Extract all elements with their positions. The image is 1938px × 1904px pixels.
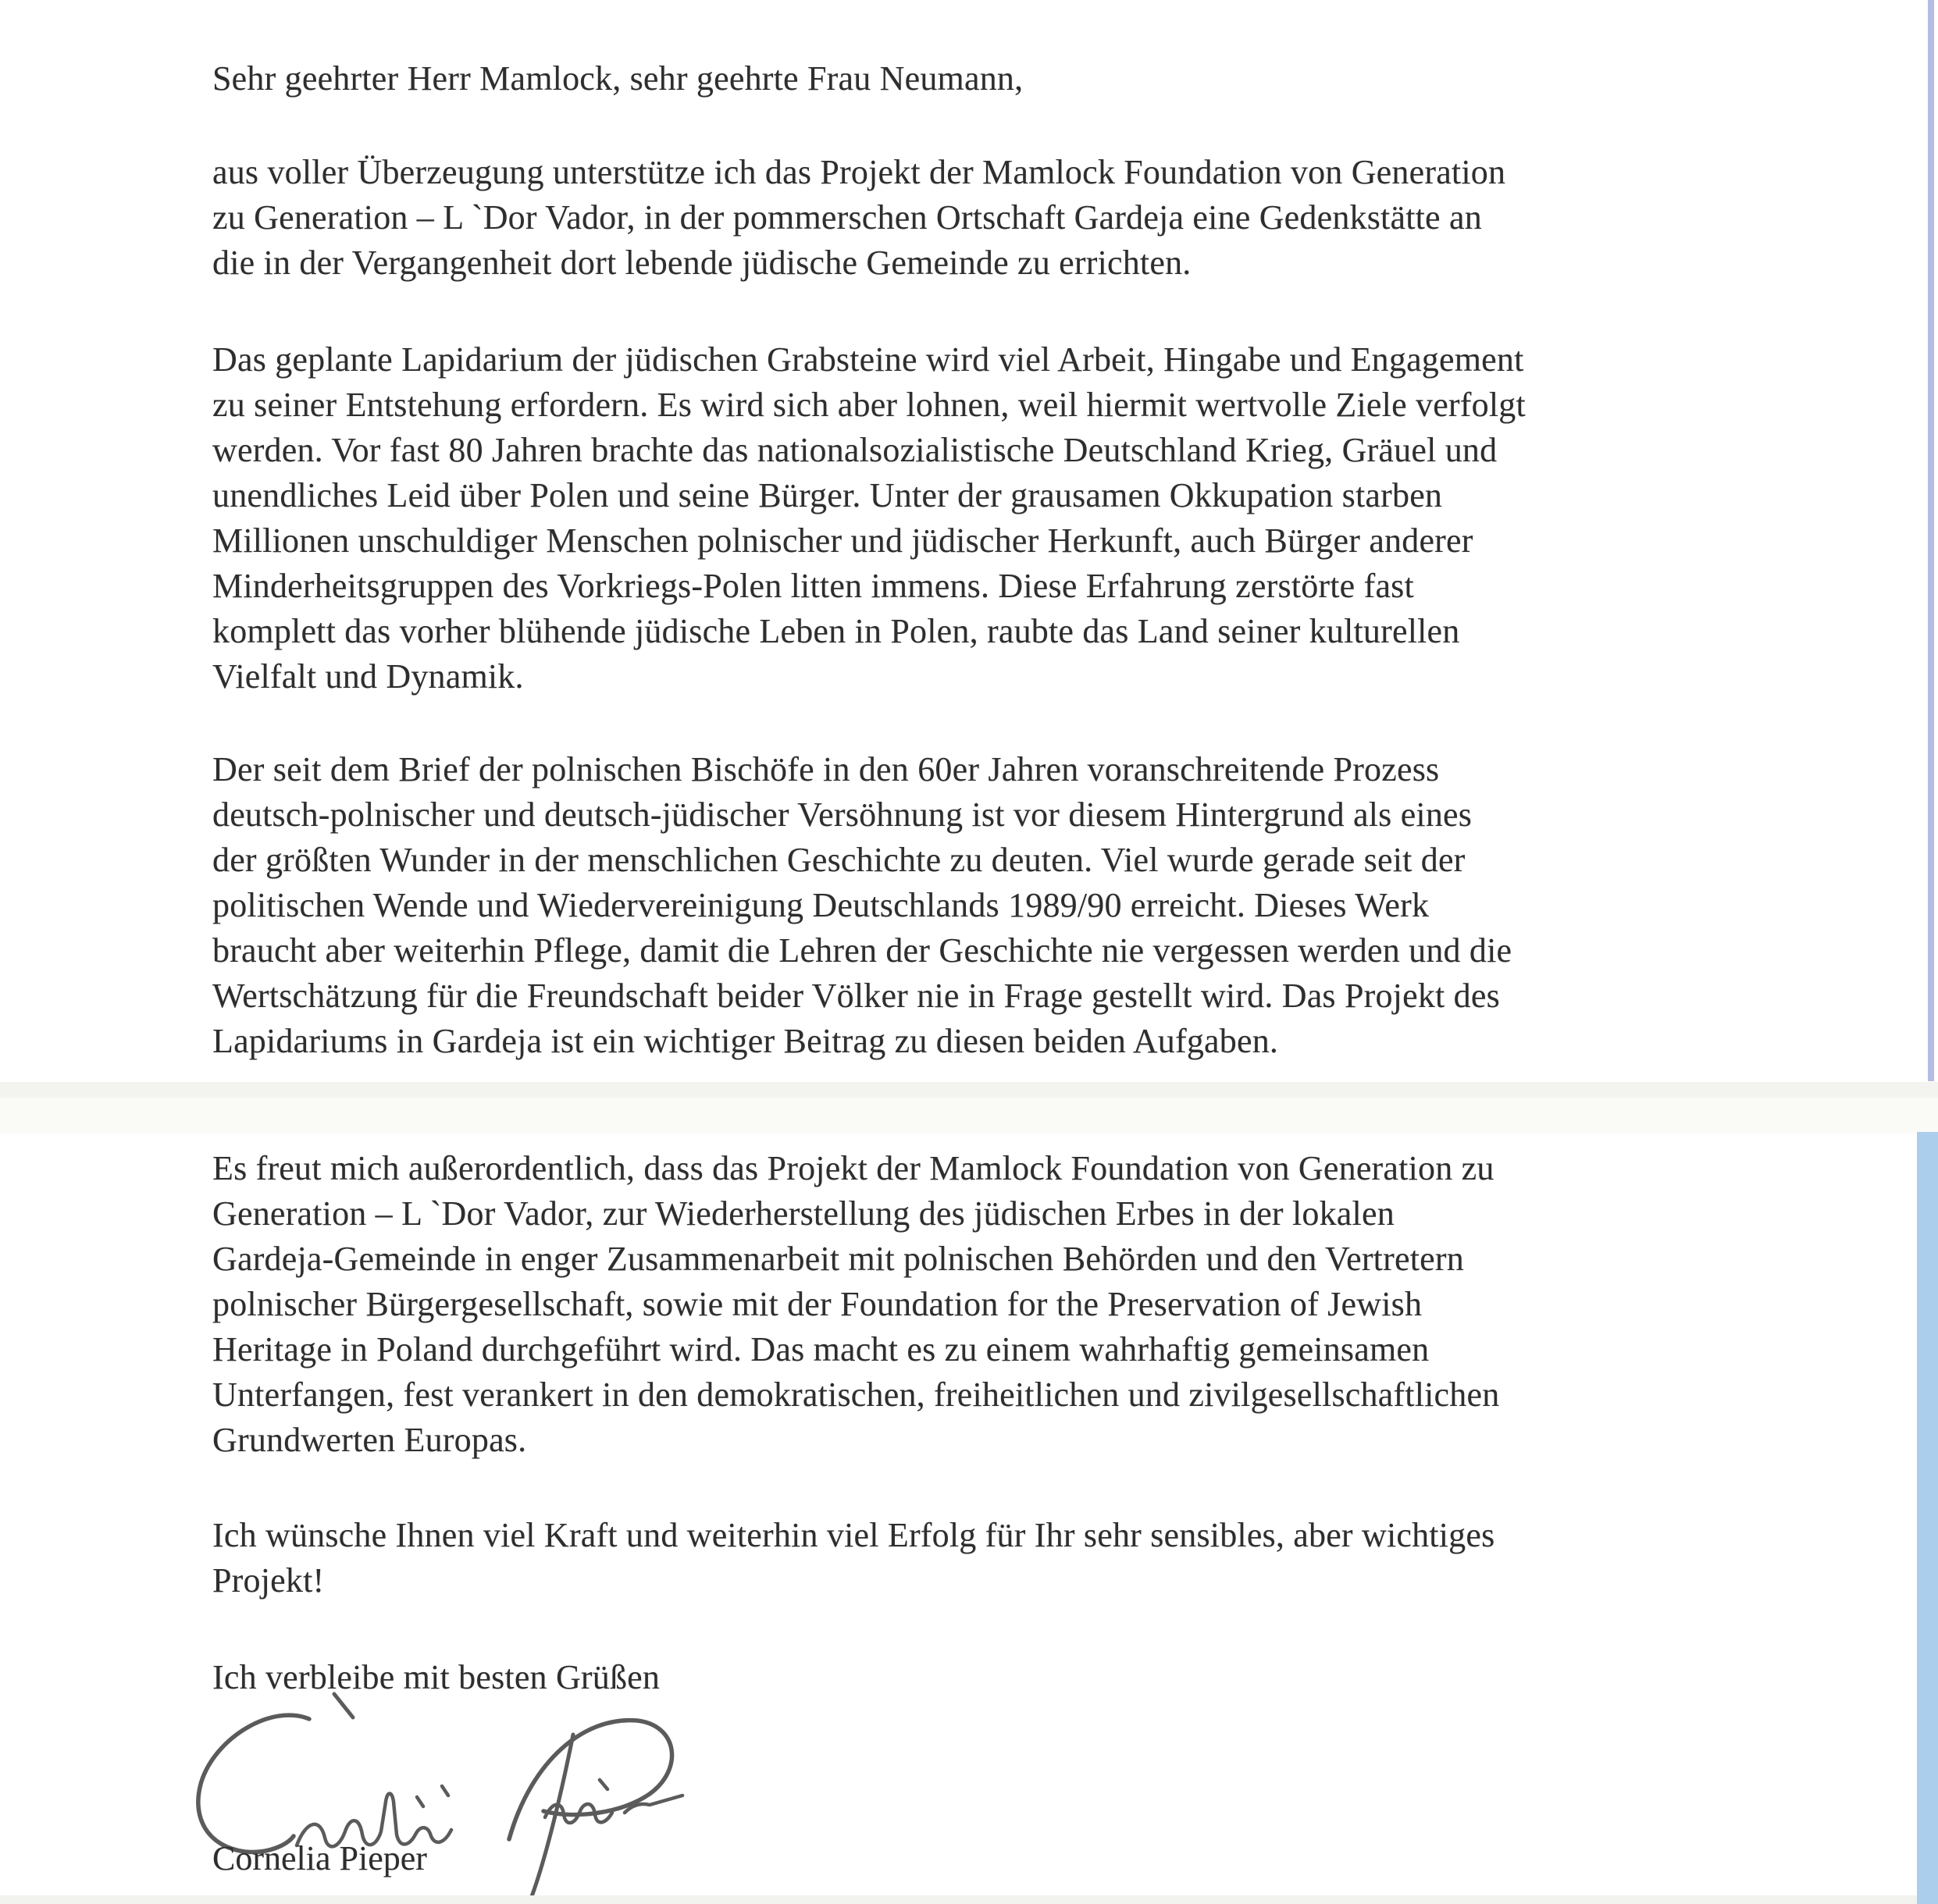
text-line: Es freut mich außerordentlich, dass das Projekt der Mamlock Foundation von Generation zu: [212, 1149, 1494, 1187]
text-line: braucht aber weiterhin Pflege, damit die Lehren der Geschichte nie vergessen werden und die: [212, 931, 1512, 970]
text-line: Minderheitsgruppen des Vorkriegs-Polen litten immens. Diese Erfahrung zerstörte fast: [212, 567, 1414, 605]
text-line: Der seit dem Brief der polnischen Bischöfe in den 60er Jahren voranschreitende Prozess: [212, 750, 1440, 788]
text-line: Projekt!: [212, 1561, 325, 1600]
text-line: Ich verbleibe mit besten Grüßen: [212, 1658, 661, 1696]
page1-right-edge: [1928, 0, 1934, 1081]
text-line: zu Generation – L `Dor Vador, in der pommerschen Ortschaft Gardeja eine Gedenkstätte an: [212, 198, 1482, 237]
text-line: werden. Vor fast 80 Jahren brachte das nationalsozialistische Deutschland Krieg, Gräuel und: [212, 431, 1498, 469]
text-line: Generation – L `Dor Vador, zur Wiederherstellung des jüdischen Erbes in der lokalen: [212, 1194, 1395, 1233]
text-line: Ich wünsche Ihnen viel Kraft und weiterhin viel Erfolg für Ihr sehr sensibles, aber wichtiges: [212, 1516, 1495, 1554]
text-line: die in der Vergangenheit dort lebende jüdische Gemeinde zu errichten.: [212, 244, 1192, 282]
text-line: Grundwerten Europas.: [212, 1421, 527, 1459]
text-line: aus voller Überzeugung unterstütze ich das Projekt der Mamlock Foundation von Generation: [212, 153, 1506, 191]
text-line: Vielfalt und Dynamik.: [212, 657, 524, 696]
text-line: komplett das vorher blühende jüdische Leben in Polen, raubte das Land seiner kulturellen: [212, 612, 1460, 650]
text-line: Das geplante Lapidarium der jüdischen Grabsteine wird viel Arbeit, Hingabe und Engagement: [212, 340, 1524, 379]
paragraph-3: [212, 747, 1727, 1064]
page-break-band-lower: [0, 1098, 1938, 1134]
bottom-edge-band: [0, 1895, 1938, 1904]
page-break-band: [0, 1082, 1938, 1098]
text-line: deutsch-polnischer und deutsch-jüdischer Versöhnung ist vor diesem Hintergrund als eines: [212, 795, 1473, 834]
text-line: Heritage in Poland durchgeführt wird. Das macht es zu einem wahrhaftig gemeinsamen: [212, 1330, 1430, 1368]
text-line: Unterfangen, fest verankert in den demokratischen, freiheitlichen und zivilgesellschaftlichen: [212, 1376, 1500, 1414]
salutation: Sehr geehrter Herr Mamlock, sehr geehrte Frau Neumann,: [212, 59, 1024, 98]
text-line: der größten Wunder in der menschlichen Geschichte zu deuten. Viel wurde gerade seit der: [212, 841, 1466, 879]
page2-right-edge: [1917, 1132, 1938, 1904]
paragraph-1: [212, 150, 1727, 286]
paragraph-2: [212, 337, 1727, 699]
text-line: politischen Wende und Wiedervereinigung Deutschlands 1989/90 erreicht. Dieses Werk: [212, 886, 1430, 924]
paragraph-4: [212, 1146, 1727, 1463]
text-line: Lapidariums in Gardeja ist ein wichtiger Beitrag zu diesen beiden Aufgaben.: [212, 1022, 1279, 1060]
text-line: unendliches Leid über Polen und seine Bürger. Unter der grausamen Okkupation starben: [212, 476, 1443, 514]
text-line: Wertschätzung für die Freundschaft beider Völker nie in Frage gestellt wird. Das Projekt des: [212, 977, 1500, 1015]
typed-signature-name: Cornelia Pieper: [212, 1839, 427, 1877]
paragraph-5: [212, 1513, 1727, 1603]
text-line: zu seiner Entstehung erfordern. Es wird sich aber lohnen, weil hiermit wertvolle Ziele verfolgt: [212, 386, 1526, 424]
text-line: polnischer Bürgergesellschaft, sowie mit der Foundation for the Preservation of Jewish: [212, 1285, 1423, 1323]
text-line: Gardeja-Gemeinde in enger Zusammenarbeit mit polnischen Behörden und den Vertretern: [212, 1240, 1464, 1278]
text-line: Millionen unschuldiger Menschen polnischer und jüdischer Herkunft, auch Bürger anderer: [212, 521, 1473, 560]
